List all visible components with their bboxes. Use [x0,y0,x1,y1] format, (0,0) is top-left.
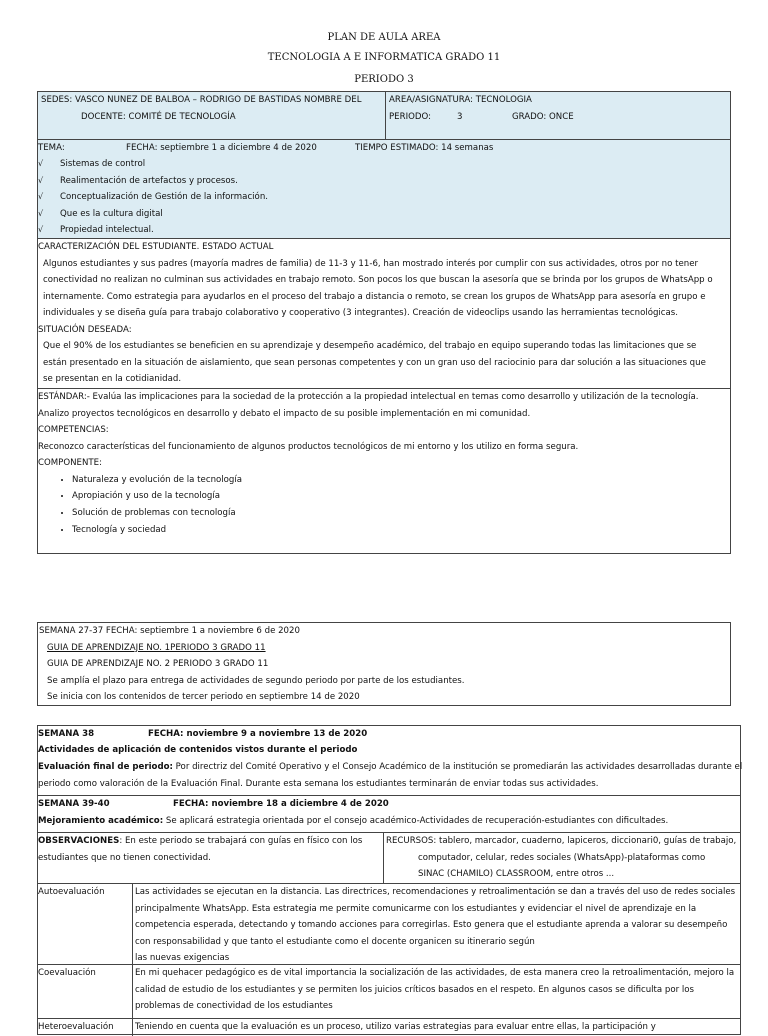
estandar-line-2: Analizo proyectos tecnológicos en desarrollo y debato el impacto de su posible implementación en mi comunidad. [38,408,531,419]
evaluacion-final-text: Evaluación final de periodo: Por directriz del Comité Operativo y el Consejo Académico de la institución se promediarán las actividades desarrolladas durante el [38,762,742,772]
componente-item: • Naturaleza y evolución de la tecnología [72,472,730,489]
coevaluacion-text: En mi quehacer pedagógico es de vital importancia la socialización de las actividades, de esta manera creo la retroalimentación, mejoro la calidad de estudio de los estudiantes y se permiten los juicios críticos basados en el respeto. En algunos casos se dificulta por los problemas de conectividad de los estudiantes [135,968,735,1011]
tema-item: √ Conceptualización de Gestión de la información. [38,192,268,202]
tema-label: TEMA: [38,143,65,153]
tema-item: √ Sistemas de control [38,159,146,169]
autoevaluacion-label: Autoevaluación [38,887,105,897]
recursos-text: RECURSOS: tablero, marcador, cuaderno, lapiceros, diccionari0, guías de trabajo, [386,836,737,846]
heteroevaluacion-row [38,1019,742,1036]
semana-39-label: SEMANA 39-40 [38,799,110,809]
plazo-text: Se amplía el plazo para entrega de actividades de segundo periodo por parte de los estudiantes. [47,675,465,686]
guia-2-label: GUIA DE APRENDIZAJE NO. 2 PERIODO 3 GRADO 11 [47,659,269,669]
inicio-text: Se inicia con los contenidos de tercer periodo en septiembre 14 de 2020 [47,692,360,702]
semana-39-row [38,796,740,832]
componente-item: • Solución de problemas con tecnología [72,505,730,522]
evaluaciones-block [38,884,740,1036]
semanas-table [37,725,741,1035]
semana-27-header: SEMANA 27-37 FECHA: septiembre 1 a noviembre 6 de 2020 [39,626,300,636]
tema-list [38,156,268,239]
caracterizacion-title: CARACTERIZACIÓN DEL ESTUDIANTE. ESTADO ACTUAL [38,242,274,252]
tema-fecha: FECHA: septiembre 1 a diciembre 4 de 2020 [126,143,317,153]
area-label: AREA/ASIGNATURA: TECNOLOGIA [389,95,532,105]
recursos-text-3: SINAC (CHAMILO) CLASSROOM, entre otros ... [418,869,615,879]
estandar-line: ESTÁNDAR:- Evalúa las implicaciones para la sociedad de la protección a la propiedad intelectual en temas como desarrollo y utilización de la tecnología. [38,392,699,402]
situacion-deseada-text: Que el 90% de los estudiantes se beneficien en su aprendizaje y desempeño académico, del trabajo en equipo superando todas las limitaciones que se están presentado en la situación de aislamiento, que sean personas competentes y con un gran uso del raciocinio para dar solución a las situaciones que se presentan en la cotidianidad. [43,341,706,384]
tema-row [38,140,730,238]
semana-38-label: SEMANA 38 [38,729,95,739]
tema-item: √ Propiedad intelectual. [38,225,154,235]
heteroevaluacion-text: Teniendo en cuenta que la evaluación es un proceso, utilizo varias estrategias para evaluar entre ellas, la participación y [135,1022,656,1032]
periodo-title: PERIODO 3 [354,74,414,85]
evaluacion-final-text-2: periodo como valoración de la Evaluación Final. Durante esta semana los estudiantes terminarán de enviar todas sus actividades. [38,779,599,789]
componente-item: • Apropiación y uso de la tecnología [72,488,730,505]
estandar-row [38,389,730,554]
coevaluacion-row [38,965,742,1017]
observaciones-text-2: estudiantes que no tienen conectividad. [38,853,211,863]
coevaluacion-label: Coevaluación [38,968,96,978]
componente-item: • Tecnología y sociedad [72,522,730,539]
guia-1-link[interactable]: GUIA DE APRENDIZAJE NO. 1PERIODO 3 GRADO 11 [47,642,266,653]
semana-38-actividades: Actividades de aplicación de contenidos vistos durante el periodo [38,745,358,755]
plan-title: PLAN DE AULA AREA [327,32,441,43]
docente-label: DOCENTE: COMITÉ DE TECNOLOGÍA [81,112,236,122]
sedes-label: SEDES: VASCO NUNEZ DE BALBOA – RODRIGO DE BASTIDAS NOMBRE DEL [41,95,362,105]
componente-list [38,472,730,539]
mejoramiento-text: Mejoramiento académico: Se aplicará estrategia orientada por el consejo académico-Actividades de recuperación-estudiantes con dificultades. [38,816,669,826]
heteroevaluacion-label: Heteroevaluación [38,1022,114,1032]
semana-39-fecha: FECHA: noviembre 18 a diciembre 4 de 2020 [173,799,389,809]
grado-label: GRADO: ONCE [512,112,574,122]
recursos-text-2: computador, celular, redes sociales (WhatsApp)-plataformas como [418,853,706,863]
caracterizacion-text: Algunos estudiantes y sus padres (mayoría madres de familia) de 11-3 y 11-6, han mostrado interés por cumplir con sus actividades, otros por no tener conectividad no realizan no culminan sus actividades en trabajo remoto. Son pocos los que buscan la asesoría que se brinda por los grupos de WhatsApp o internamente. Como estrategia para ayudarlos en el proceso del trabajo a distancia o remoto, se crean los grupos de WhatsApp para asesoría en grupo e individuales y se diseña guía para trabajo colaborativo y cooperativo (3 integrantes). Creación de videoclips usando las herramientas tecnológicas. [43,258,713,318]
autoevaluacion-text: Las actividades se ejecutan en la distancia. Las directrices, recomendaciones y retroalimentación se dan a través del uso de redes sociales principalmente WhatsApp. Esta estrategia me permite comunicarme con los estudiantes y evidenciar el nivel de aprendizaje en la competencia esperada, detectando y tomando acciones para corregirlas. Esto genera que el estudiante aprenda a valorar su desempeño con responsabilidad y que tanto el estudiante como el docente organicen su itinerario según las nuevas exigencias [135,887,736,963]
plan-table [37,91,731,554]
info-row [38,92,730,139]
observaciones-row [38,833,740,883]
observaciones-text: OBSERVACIONES: En este periodo se trabajará con guías en físico con los [38,836,363,846]
componente-title: COMPONENTE: [38,458,102,468]
tema-item: √ Realimentación de artefactos y procesos. [38,175,238,186]
competencias-title: COMPETENCIAS: [38,425,109,435]
periodo-label: PERIODO: 3 [389,112,463,122]
semana-38-fecha: FECHA: noviembre 9 a noviembre 13 de 2020 [148,729,368,739]
tiempo-estimado: TIEMPO ESTIMADO: 14 semanas [355,143,494,153]
tema-item: √ Que es la cultura digital [38,208,163,219]
caracterizacion-row [38,239,730,387]
semana-27-box [37,622,731,706]
autoevaluacion-row [38,884,742,964]
competencias-text: Reconozco características del funcionamiento de algunos productos tecnológicos de mi entorno y los utilizo en forma segura. [38,441,579,452]
semana-38-row [38,726,740,796]
situacion-deseada-title: SITUACIÓN DESEADA: [38,324,132,335]
area-title: TECNOLOGIA A E INFORMATICA GRADO 11 [267,52,501,63]
